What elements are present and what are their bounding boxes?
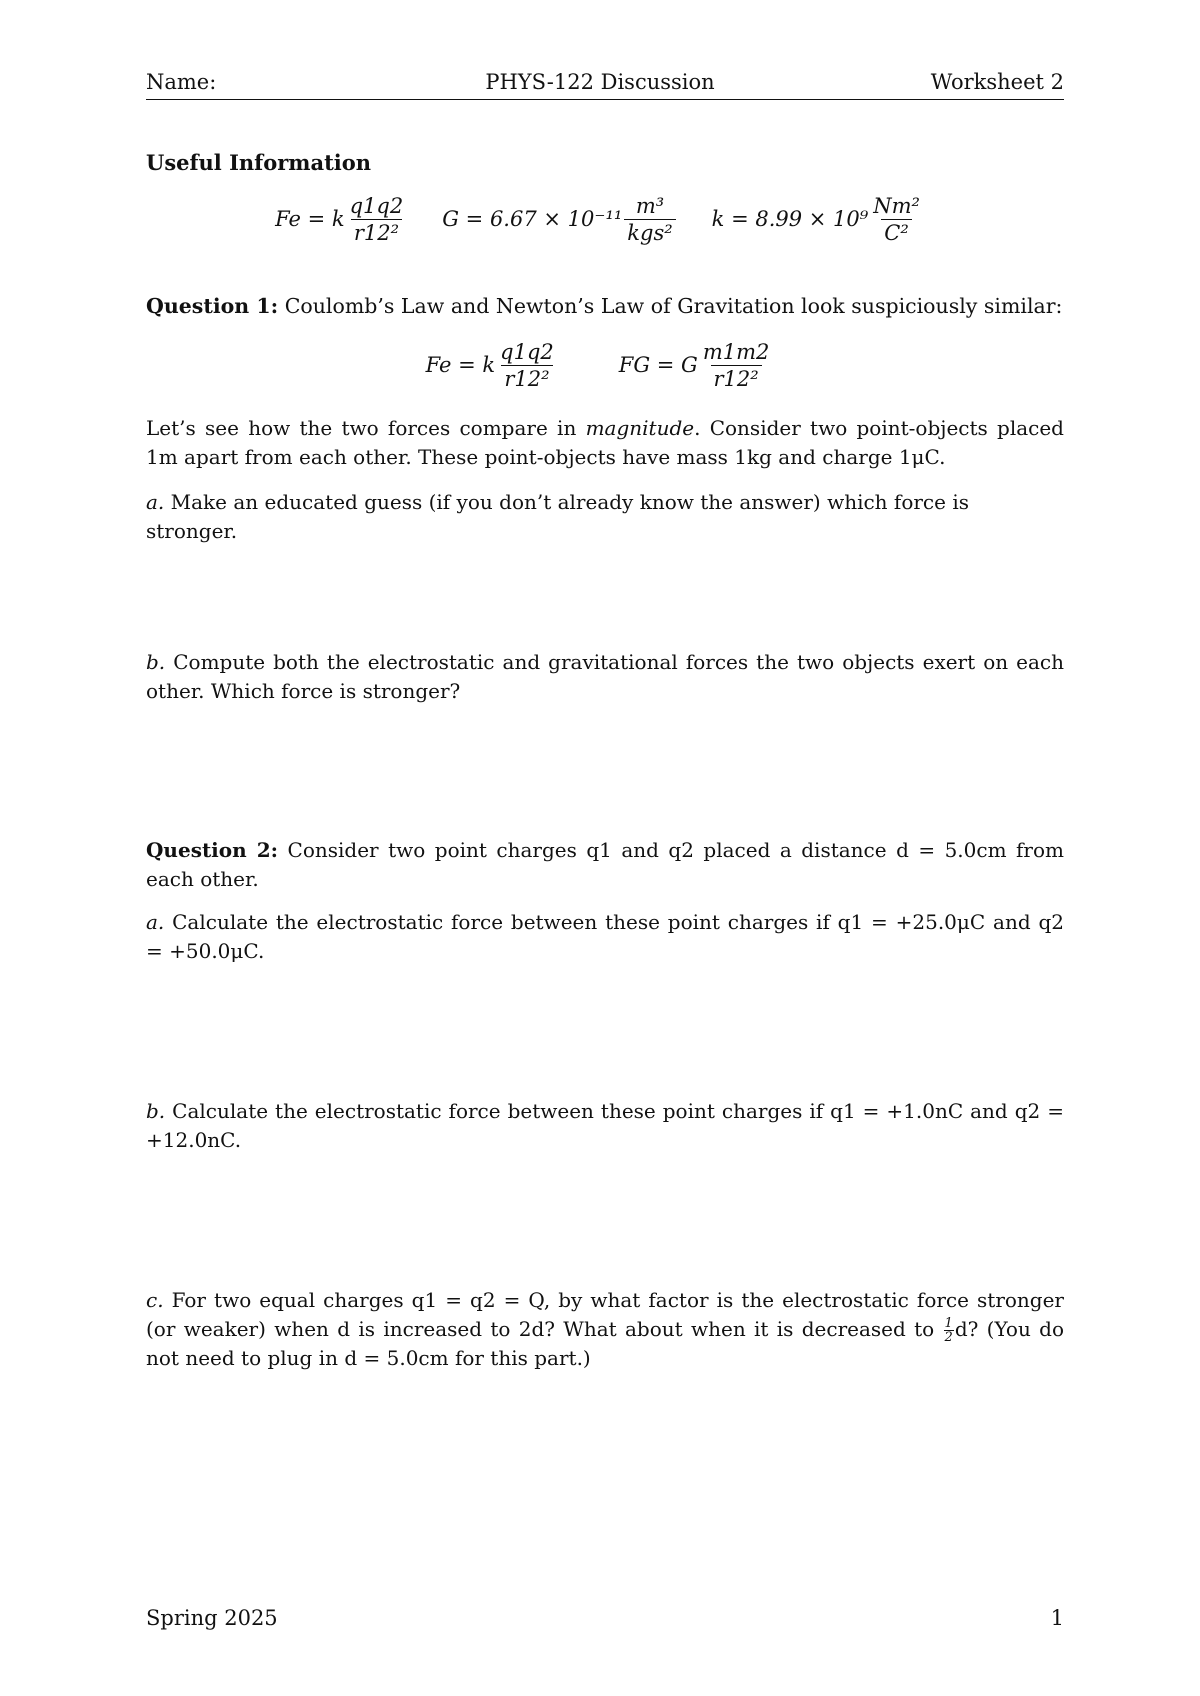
q2-part-c-label: c. xyxy=(146,1288,164,1312)
question-1-label: Question 1: xyxy=(146,294,279,318)
gravitation-law-fraction xyxy=(700,341,773,390)
gravitation-law-numerator: m1m2 xyxy=(702,339,770,364)
g-units-denominator: kgs² xyxy=(624,219,675,244)
question-1-equations xyxy=(0,334,1200,396)
question-1-setup-paragraph xyxy=(146,414,1064,472)
part-b-text: Compute both the electrostatic and gravitational forces the two objects exert on each other. Which force is stronger? xyxy=(146,650,1064,703)
one-half-numerator: 1 xyxy=(944,1316,953,1331)
coulomb-constant-lhs: k = 8.99 × 10⁹ xyxy=(711,207,869,231)
header-rule xyxy=(146,99,1064,100)
question-1-part-a xyxy=(146,488,1064,546)
question-2-part-c xyxy=(146,1286,1064,1373)
question-1-intro xyxy=(146,292,1064,321)
coulomb-formula-lhs: Fe = k xyxy=(275,207,345,231)
question-2-part-a xyxy=(146,908,1064,966)
q2-part-c-text-start: For two equal charges q1 = q2 = Q, by what factor is the electrostatic force stronger (or weaker) when d is increased to 2d? What about when it is decreased to xyxy=(146,1288,1064,1341)
useful-info-equations xyxy=(0,188,1200,250)
header-course-title: PHYS-122 Discussion xyxy=(485,70,715,94)
q2-part-b-text: Calculate the electrostatic force between these point charges if q1 = +1.0nC and q2 = +12.0nC. xyxy=(146,1099,1064,1152)
header-name-label: Name: xyxy=(146,70,217,94)
coulomb-law-denominator: r12² xyxy=(501,365,552,390)
setup-text-start: Let’s see how the two forces compare in xyxy=(146,416,577,440)
footer-semester: Spring 2025 xyxy=(146,1606,278,1630)
coulomb-formula-fraction xyxy=(347,195,407,244)
useful-info-heading: Useful Information xyxy=(146,150,372,175)
one-half-denominator: 2 xyxy=(944,1330,953,1345)
question-1-part-b xyxy=(146,648,1064,706)
k-units-numerator: Nm² xyxy=(873,193,920,218)
question-2-label: Question 2: xyxy=(146,838,279,862)
q2-part-c-text-end: d? (You do not need to plug in d = 5.0cm for this part.) xyxy=(146,1317,1064,1370)
k-units-denominator: C² xyxy=(881,219,912,244)
coulomb-numerator: q1q2 xyxy=(349,193,404,218)
setup-text-emphasis: magnitude xyxy=(585,416,695,440)
question-2-intro-text: Consider two point charges q1 and q2 placed a distance d = 5.0cm from each other. xyxy=(146,838,1064,891)
one-half-fraction xyxy=(944,1317,954,1344)
question-2-intro xyxy=(146,836,1064,894)
coulomb-law-lhs: Fe = k xyxy=(425,353,496,377)
coulomb-law-numerator: q1q2 xyxy=(500,339,554,364)
coulomb-law-fraction xyxy=(497,341,557,390)
gravitation-law-denominator: r12² xyxy=(711,365,762,390)
coulomb-constant-units xyxy=(870,195,923,244)
gravitational-constant-units xyxy=(624,195,675,244)
part-a-label: a. xyxy=(146,490,165,514)
header-worksheet-label: Worksheet 2 xyxy=(930,70,1064,94)
question-2-part-b xyxy=(146,1097,1064,1155)
coulomb-denominator: r12² xyxy=(351,219,402,244)
q2-part-a-text: Calculate the electrostatic force between these point charges if q1 = +25.0μC and q2 = +50.0μC. xyxy=(146,910,1065,963)
part-b-label: b. xyxy=(146,650,166,674)
part-a-text: Make an educated guess (if you don’t already know the answer) which force is stronger. xyxy=(146,490,969,543)
gravitational-constant-lhs: G = 6.67 × 10⁻¹¹ xyxy=(442,207,623,231)
question-1-intro-text: Coulomb’s Law and Newton’s Law of Gravitation look suspiciously similar: xyxy=(284,294,1063,318)
setup-text-end: . Consider two point-objects placed 1m apart from each other. These point-objects have mass 1kg and charge 1μC. xyxy=(146,416,1064,469)
q2-part-b-label: b. xyxy=(146,1099,166,1123)
g-units-numerator: m³ xyxy=(635,193,665,218)
q2-part-a-label: a. xyxy=(146,910,165,934)
gravitation-law-lhs: FG = G xyxy=(618,353,698,377)
footer-page-number: 1 xyxy=(1050,1606,1064,1630)
